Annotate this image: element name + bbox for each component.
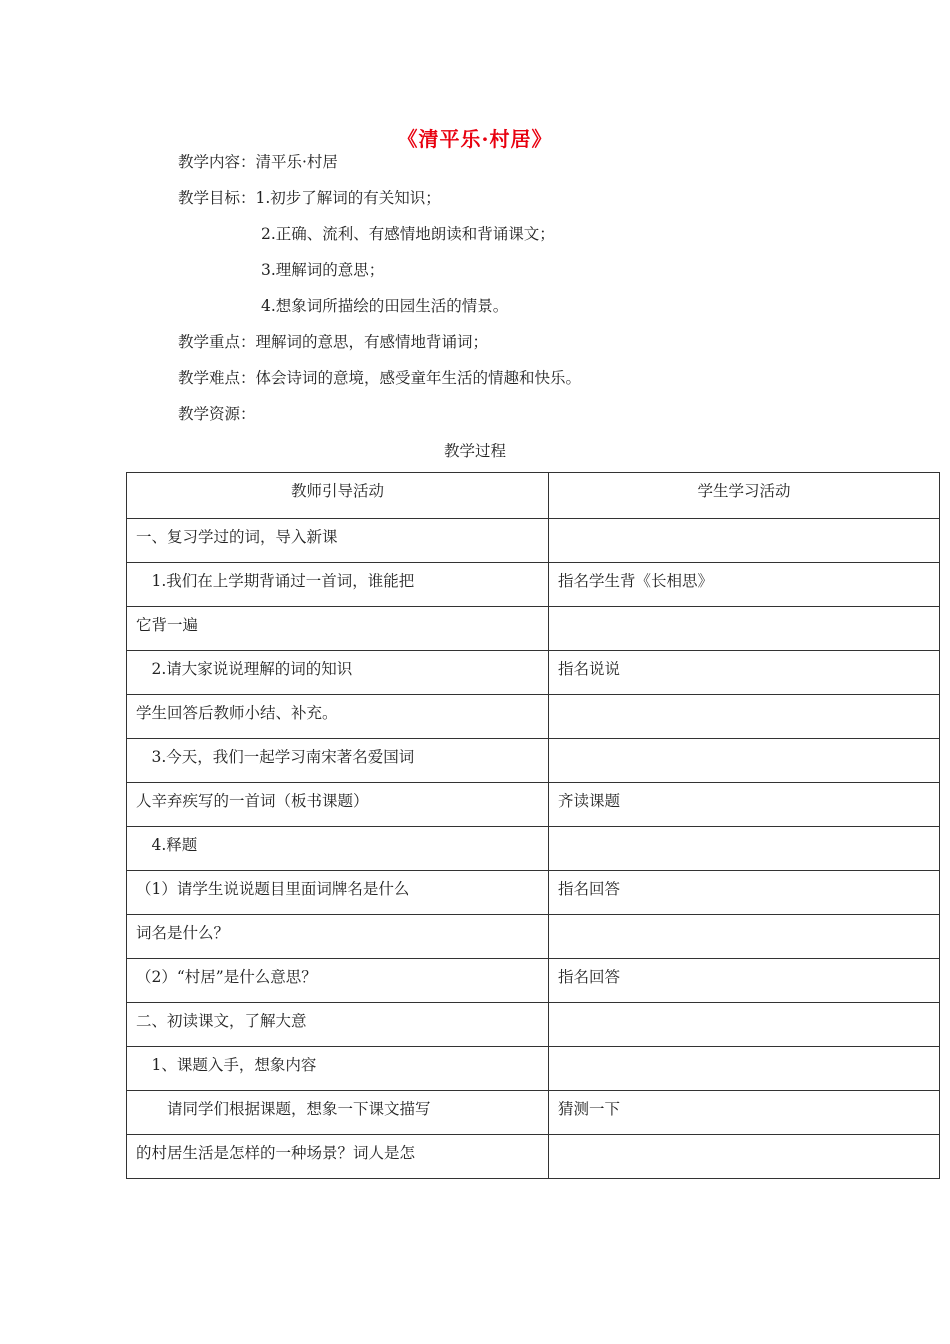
teacher-cell: 1.我们在上学期背诵过一首词，谁能把 bbox=[127, 563, 549, 607]
teacher-cell: 一、复习学过的词，导入新课 bbox=[127, 519, 549, 563]
student-cell bbox=[549, 1003, 940, 1047]
table-row bbox=[127, 1091, 940, 1135]
teacher-cell: 1、课题入手，想象内容 bbox=[127, 1047, 549, 1091]
teacher-cell: 请同学们根据课题，想象一下课文描写 bbox=[127, 1091, 549, 1135]
teaching-difficulty: 教学难点：体会诗词的意境，感受童年生活的情趣和快乐。 bbox=[178, 369, 582, 387]
table-row bbox=[127, 607, 940, 651]
teacher-cell: 3.今天，我们一起学习南宋著名爱国词 bbox=[127, 739, 549, 783]
student-cell: 指名回答 bbox=[549, 959, 940, 1003]
teaching-goal-1: 教学目标：1.初步了解词的有关知识； bbox=[178, 189, 441, 207]
teaching-goal-3: 3.理解词的意思； bbox=[261, 261, 385, 279]
student-cell: 指名说说 bbox=[549, 651, 940, 695]
table-row bbox=[127, 651, 940, 695]
teacher-cell: 2.请大家说说理解的词的知识 bbox=[127, 651, 549, 695]
teacher-cell: （2）“村居”是什么意思？ bbox=[127, 959, 549, 1003]
student-cell: 指名学生背《长相思》 bbox=[549, 563, 940, 607]
student-cell: 指名回答 bbox=[549, 871, 940, 915]
teacher-cell: 词名是什么？ bbox=[127, 915, 549, 959]
process-caption: 教学过程 bbox=[443, 442, 506, 460]
student-cell bbox=[549, 1135, 940, 1179]
table-row bbox=[127, 695, 940, 739]
student-cell bbox=[549, 607, 940, 651]
student-cell: 齐读课题 bbox=[549, 783, 940, 827]
table-row bbox=[127, 871, 940, 915]
student-cell bbox=[549, 695, 940, 739]
table-row bbox=[127, 1135, 940, 1179]
teaching-goal-4: 4.想象词所描绘的田园生活的情景。 bbox=[261, 297, 509, 315]
teacher-cell: 4.释题 bbox=[127, 827, 549, 871]
student-cell bbox=[549, 827, 940, 871]
table-header-row bbox=[127, 473, 940, 519]
teacher-cell: 人辛弃疾写的一首词（板书课题） bbox=[127, 783, 549, 827]
teacher-cell: （1）请学生说说题目里面词牌名是什么 bbox=[127, 871, 549, 915]
teaching-process-table bbox=[126, 472, 940, 1179]
teaching-key-point: 教学重点：理解词的意思，有感情地背诵词； bbox=[178, 333, 489, 351]
teaching-resources: 教学资源： bbox=[178, 405, 256, 423]
document-title: 《清平乐·村居》 bbox=[397, 127, 553, 151]
student-cell: 猜测一下 bbox=[549, 1091, 940, 1135]
table-row bbox=[127, 959, 940, 1003]
table-row bbox=[127, 519, 940, 563]
table-row bbox=[127, 1003, 940, 1047]
table-row bbox=[127, 915, 940, 959]
table-row bbox=[127, 827, 940, 871]
table-row bbox=[127, 1047, 940, 1091]
teacher-cell: 它背一遍 bbox=[127, 607, 549, 651]
header-student-activity: 学生学习活动 bbox=[549, 473, 940, 519]
student-cell bbox=[549, 739, 940, 783]
table-row bbox=[127, 739, 940, 783]
teaching-content: 教学内容：清平乐·村居 bbox=[178, 153, 338, 171]
student-cell bbox=[549, 519, 940, 563]
student-cell bbox=[549, 1047, 940, 1091]
teaching-goal-2: 2.正确、流利、有感情地朗读和背诵课文； bbox=[261, 225, 555, 243]
teacher-cell: 的村居生活是怎样的一种场景？词人是怎 bbox=[127, 1135, 549, 1179]
teacher-cell: 学生回答后教师小结、补充。 bbox=[127, 695, 549, 739]
table-row bbox=[127, 783, 940, 827]
student-cell bbox=[549, 915, 940, 959]
table-row bbox=[127, 563, 940, 607]
header-teacher-activity: 教师引导活动 bbox=[127, 473, 549, 519]
teacher-cell: 二、初读课文，了解大意 bbox=[127, 1003, 549, 1047]
